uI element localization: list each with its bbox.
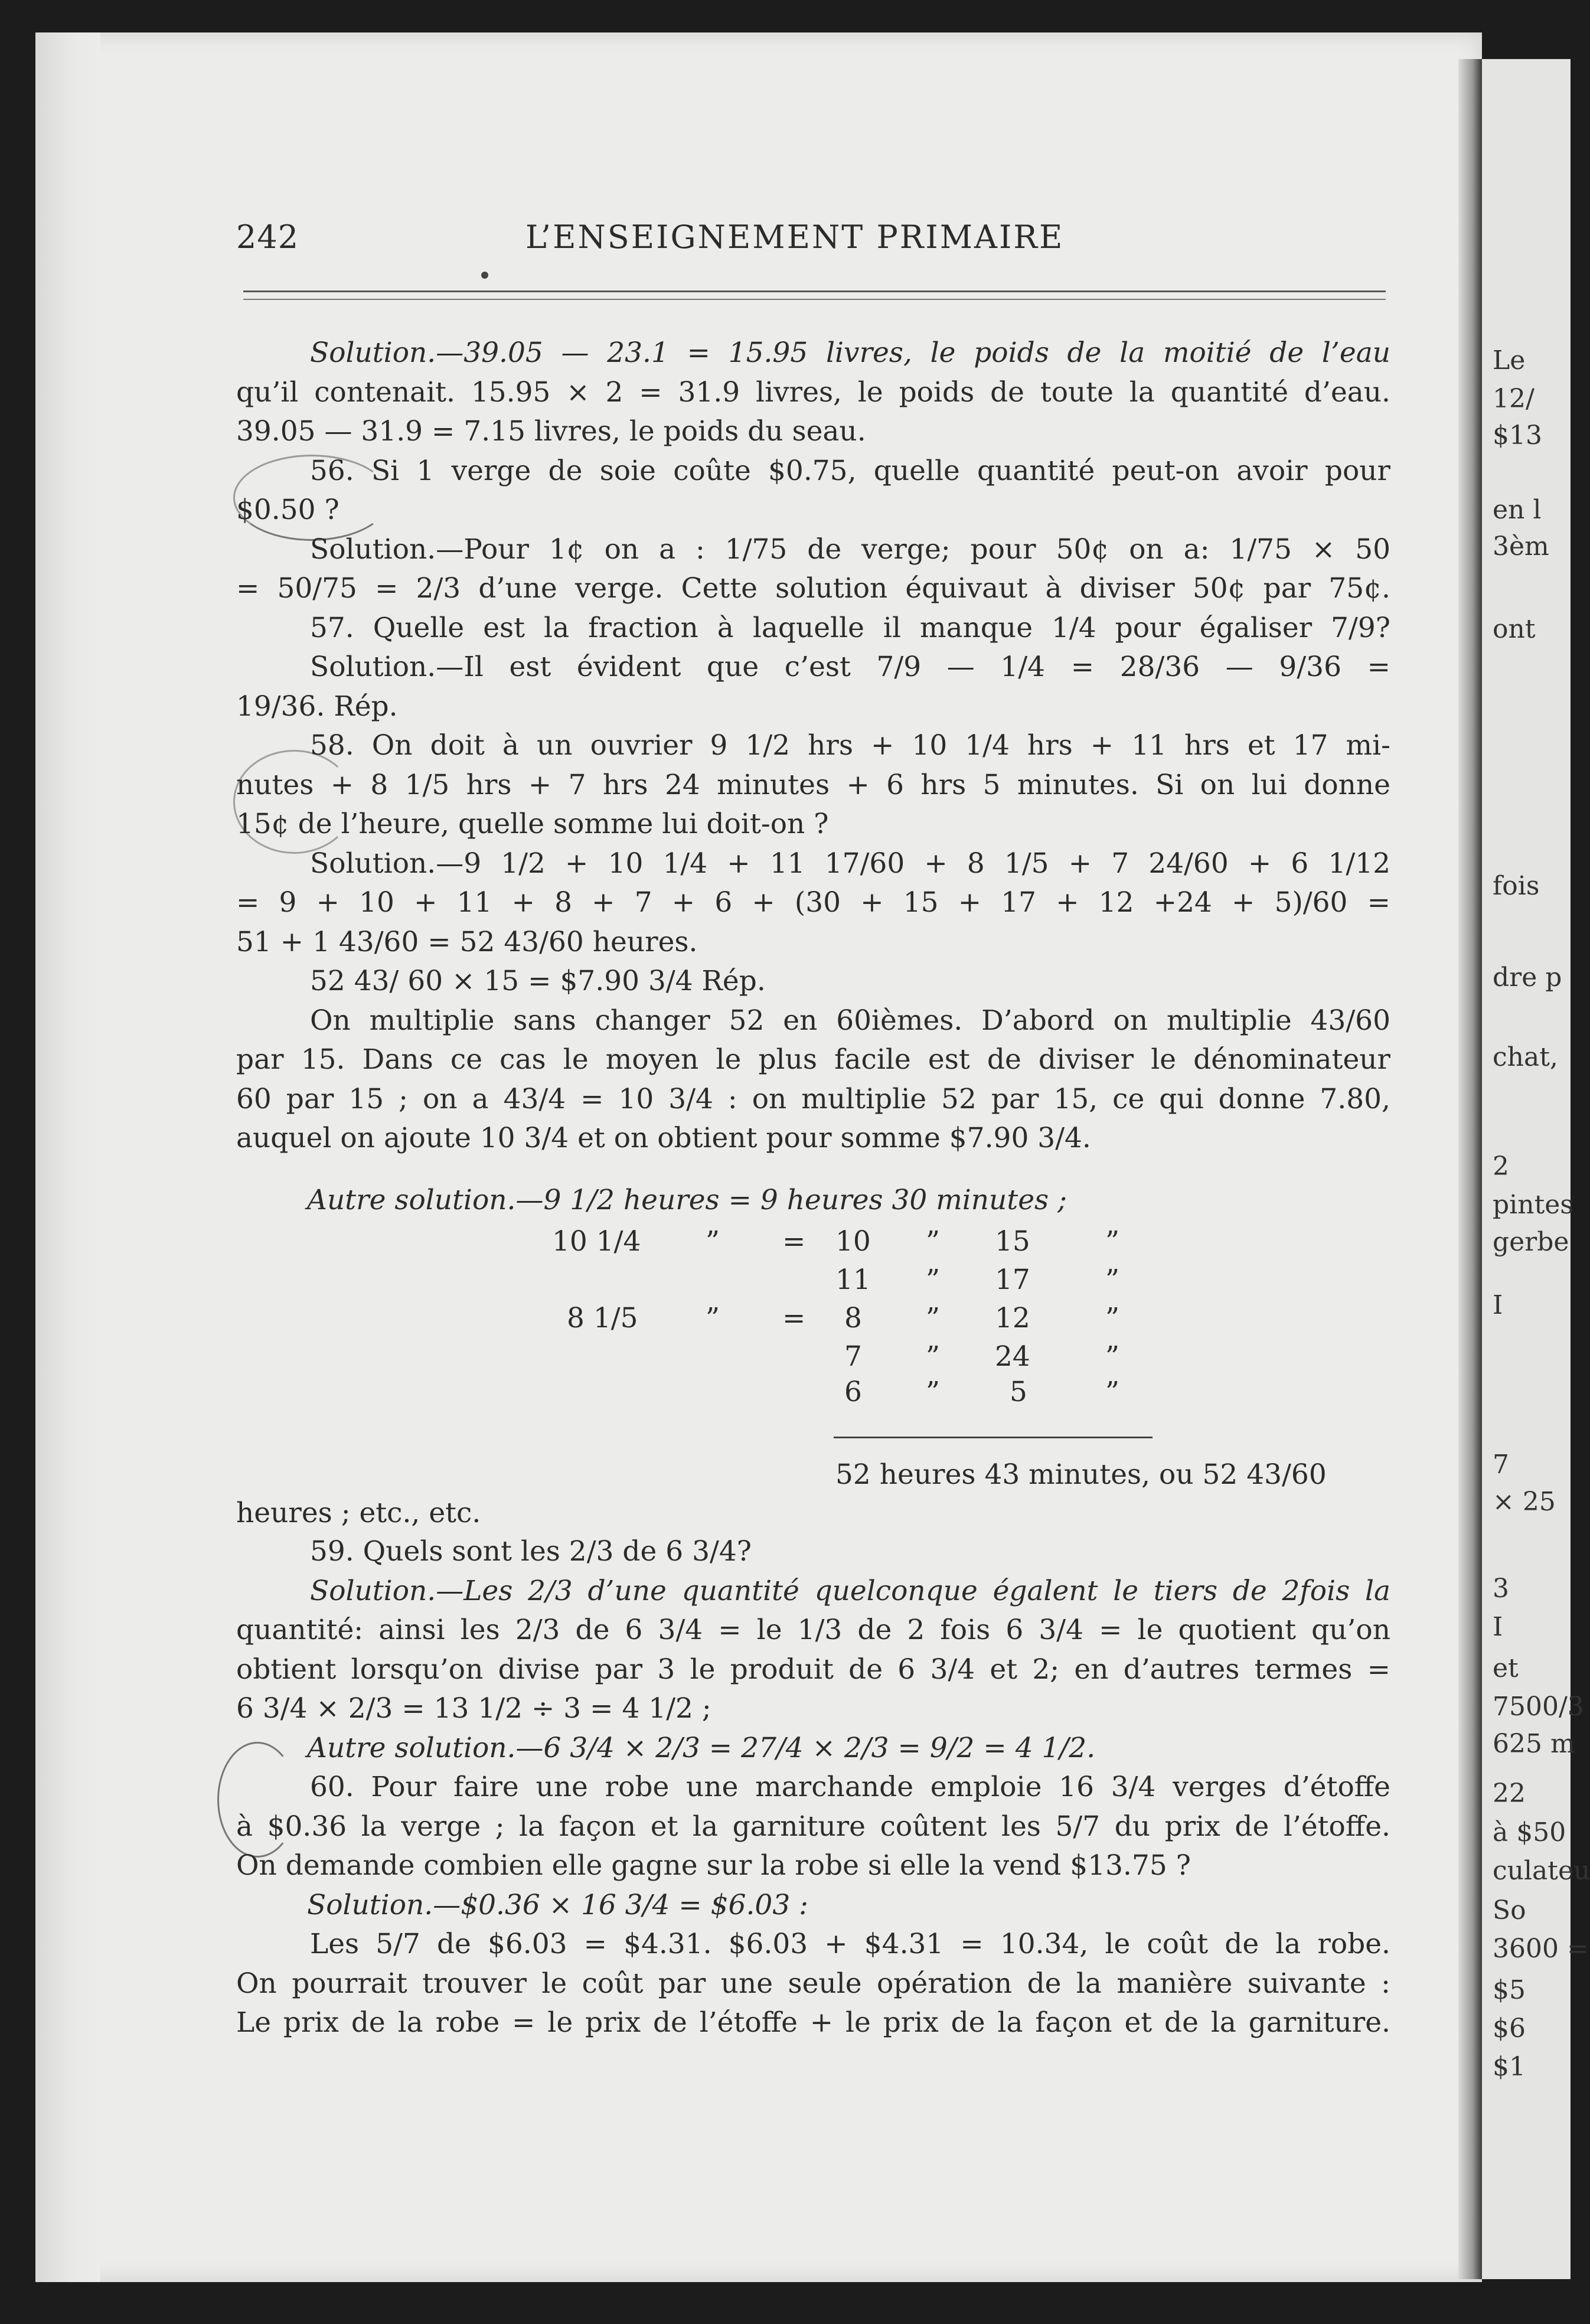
text-line: Solution.—9 1/2 + 10 1/4 + 11 17/60 + 8 1/5 + 7 24/60 + 6 1/12 bbox=[310, 847, 1390, 880]
text-line bbox=[236, 1729, 1390, 1768]
text-line: qu’il contenait. 15.95 × 2 = 31.9 livres, le poids de toute la quantité d’eau. bbox=[236, 376, 1390, 409]
text-line: 39.05 — 31.9 = 7.15 livres, le poids du seau. bbox=[236, 415, 866, 448]
main-text bbox=[236, 334, 1390, 1158]
page-edge-left bbox=[35, 32, 100, 2282]
text-line: 19/36. Rép. bbox=[236, 690, 398, 723]
next-page-text: 7 bbox=[1493, 1450, 1509, 1480]
text-line-content: Solution.—Les 2/3 d’une quantité quelconque égalent le tiers de 2fois la bbox=[310, 1574, 1390, 1607]
text-line: 60 par 15 ; on a 43/4 = 10 3/4 : on multiplie 52 par 15, ce qui donne 7.80, bbox=[236, 1082, 1390, 1115]
text-line: quantité: ainsi les 2/3 de 6 3/4 = le 1/3 de 2 fois 6 3/4 = le quotient qu’on bbox=[236, 1614, 1390, 1646]
table-ditto: ” bbox=[1105, 1264, 1120, 1296]
next-page-text: I bbox=[1493, 1612, 1503, 1642]
next-page-text: So bbox=[1493, 1895, 1526, 1925]
text-line: Le prix de la robe = le prix de l’étoffe + le prix de la façon et de la garniture. bbox=[236, 2006, 1390, 2039]
next-page-text: ont bbox=[1493, 614, 1536, 644]
text-line: Solution.—Il est évident que c’est 7/9 — 1/4 = 28/36 — 9/36 = bbox=[310, 651, 1390, 683]
text-line: On demande combien elle gagne sur la robe si elle la vend $13.75 ? bbox=[236, 1849, 1191, 1882]
next-page-text: 7500/3 bbox=[1493, 1692, 1584, 1722]
table-hours: 7 bbox=[844, 1340, 862, 1373]
text-line: nutes + 8 1/5 hrs + 7 hrs 24 minutes + 6 hrs 5 minutes. Si on lui donne bbox=[236, 768, 1390, 801]
table-left: 8 1/5 bbox=[567, 1302, 638, 1334]
table-intro: Autre solution.—9 1/2 heures = 9 heures 30 minutes ; bbox=[307, 1184, 1067, 1216]
table-total: 52 heures 43 minutes, ou 52 43/60 bbox=[835, 1458, 1327, 1491]
next-page-text: 3600 = bbox=[1493, 1934, 1589, 1964]
next-page-text: 3 bbox=[1493, 1574, 1509, 1604]
next-page-text: Le bbox=[1493, 345, 1526, 376]
table-equals: = bbox=[782, 1302, 806, 1334]
lower-text bbox=[236, 1532, 1390, 2043]
next-page-text: 2 bbox=[1493, 1151, 1509, 1181]
next-page-text: 22 bbox=[1493, 1778, 1526, 1809]
text-line bbox=[236, 334, 1390, 373]
text-line bbox=[236, 1886, 1390, 1925]
next-page-text: gerbe bbox=[1493, 1227, 1569, 1257]
next-page-text: chat, bbox=[1493, 1042, 1558, 1072]
next-page-text: $1 bbox=[1493, 2052, 1526, 2082]
text-line: $0.50 ? bbox=[236, 494, 339, 526]
text-line-content: Solution.—39.05 — 23.1 = 15.95 livres, le poids de la moitié de l’eau bbox=[310, 337, 1390, 369]
next-page-fragment bbox=[1482, 59, 1590, 2279]
text-line-content: Solution.—$0.36 × 16 3/4 = $6.03 : bbox=[307, 1888, 809, 1921]
text-line: auquel on ajoute 10 3/4 et on obtient pour somme $7.90 3/4. bbox=[236, 1122, 1091, 1154]
table-ditto: ” bbox=[1105, 1302, 1120, 1334]
table-minutes: 17 bbox=[995, 1264, 1030, 1296]
text-line: = 9 + 10 + 11 + 8 + 7 + 6 + (30 + 15 + 17 + 12 +24 + 5)/60 = bbox=[236, 886, 1390, 919]
text-line: 15¢ de l’heure, quelle somme lui doit-on ? bbox=[236, 808, 829, 840]
text-line: On pourrait trouver le coût par une seule opération de la manière suivante : bbox=[236, 1967, 1390, 2000]
table-ditto: ” bbox=[1105, 1376, 1120, 1408]
text-line: par 15. Dans ce cas le moyen le plus facile est de diviser le dénominateur bbox=[236, 1043, 1390, 1076]
table-ditto: ” bbox=[926, 1340, 941, 1373]
text-line: Solution.—Pour 1¢ on a : 1/75 de verge; pour 50¢ on a: 1/75 × 50 bbox=[310, 533, 1390, 566]
text-line: 58. On doit à un ouvrier 9 1/2 hrs + 10 1/4 hrs + 11 hrs et 17 mi- bbox=[310, 729, 1390, 762]
next-page-text: et bbox=[1493, 1653, 1519, 1683]
table-hours: 8 bbox=[844, 1302, 862, 1334]
ink-dot bbox=[481, 272, 488, 279]
next-page-text: × 25 bbox=[1493, 1487, 1556, 1517]
next-page-text: culateu bbox=[1493, 1856, 1590, 1886]
table-after: heures ; etc., etc. bbox=[236, 1497, 481, 1529]
page-number: 242 bbox=[236, 218, 299, 256]
next-page-text: 3èm bbox=[1493, 531, 1549, 562]
text-line: 60. Pour faire une robe une marchande emploie 16 3/4 verges d’étoffe bbox=[310, 1771, 1390, 1803]
text-line: = 50/75 = 2/3 d’une verge. Cette solution équivaut à diviser 50¢ par 75¢. bbox=[236, 572, 1390, 605]
text-line: 57. Quelle est la fraction à laquelle il manque 1/4 pour égaliser 7/9? bbox=[310, 611, 1390, 644]
table-ditto: ” bbox=[706, 1302, 720, 1334]
table-minutes: 5 bbox=[1010, 1376, 1027, 1408]
text-line: 59. Quels sont les 2/3 de 6 3/4? bbox=[310, 1535, 752, 1568]
table-ditto: ” bbox=[926, 1264, 941, 1296]
table-minutes: 15 bbox=[995, 1225, 1030, 1258]
table-hours: 11 bbox=[835, 1264, 871, 1296]
header-rule-thin bbox=[243, 299, 1386, 300]
running-title: L’ENSEIGNEMENT PRIMAIRE bbox=[525, 218, 1065, 256]
next-page-text: dre p bbox=[1493, 962, 1562, 993]
next-page-text: 625 m bbox=[1493, 1729, 1575, 1759]
table-left: 10 1/4 bbox=[552, 1225, 641, 1258]
text-line: Les 5/7 de $6.03 = $4.31. $6.03 + $4.31 = 10.34, le coût de la robe. bbox=[310, 1928, 1390, 1960]
next-page-text: à $50 bbox=[1493, 1817, 1566, 1848]
next-page-text: fois bbox=[1493, 871, 1540, 901]
table-equals: = bbox=[782, 1225, 806, 1258]
table-ditto: ” bbox=[1105, 1340, 1120, 1373]
next-page-text: pintes bbox=[1493, 1190, 1573, 1220]
next-page-text: $6 bbox=[1493, 2013, 1526, 2044]
next-page-text: 12/ bbox=[1493, 384, 1535, 414]
table-ditto: ” bbox=[926, 1302, 941, 1334]
text-line: obtient lorsqu’on divise par 3 le produit de 6 3/4 et 2; en d’autres termes = bbox=[236, 1653, 1390, 1686]
next-page-text: en l bbox=[1493, 495, 1542, 525]
next-page-text: $13 bbox=[1493, 420, 1542, 451]
table-minutes: 24 bbox=[995, 1340, 1030, 1373]
next-page-text: I bbox=[1493, 1290, 1503, 1320]
table-minutes: 12 bbox=[995, 1302, 1030, 1334]
table-ditto: ” bbox=[926, 1225, 941, 1258]
table-ditto: ” bbox=[1105, 1225, 1120, 1258]
text-line-content: Autre solution.—6 3/4 × 2/3 = 27/4 × 2/3 = 9/2 = 4 1/2. bbox=[307, 1731, 1096, 1764]
text-line: 56. Si 1 verge de soie coûte $0.75, quelle quantité peut-on avoir pour bbox=[310, 454, 1390, 487]
text-line: On multiplie sans changer 52 en 60ièmes. D’abord on multiplie 43/60 bbox=[310, 1004, 1390, 1037]
text-line: 52 43/ 60 × 15 = $7.90 3/4 Rép. bbox=[310, 965, 766, 997]
text-line: 51 + 1 43/60 = 52 43/60 heures. bbox=[236, 925, 698, 958]
text-line bbox=[236, 1572, 1390, 1611]
next-page-text: $5 bbox=[1493, 1975, 1526, 2005]
book-gutter bbox=[1458, 59, 1482, 2279]
table-ditto: ” bbox=[706, 1225, 720, 1258]
table-ditto: ” bbox=[926, 1376, 941, 1408]
header-rule bbox=[243, 290, 1386, 292]
table-hours: 10 bbox=[835, 1225, 871, 1258]
text-line: à $0.36 la verge ; la façon et la garniture coûtent les 5/7 du prix de l’étoffe. bbox=[236, 1810, 1390, 1843]
sum-rule bbox=[834, 1437, 1152, 1438]
text-line: 6 3/4 × 2/3 = 13 1/2 ÷ 3 = 4 1/2 ; bbox=[236, 1692, 711, 1725]
table-hours: 6 bbox=[844, 1376, 862, 1408]
